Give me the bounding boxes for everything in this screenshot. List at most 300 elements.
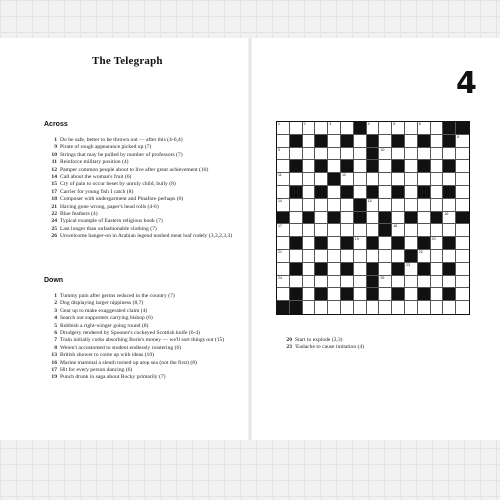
grid-cell[interactable]	[367, 224, 380, 237]
grid-block	[315, 288, 328, 301]
grid-cell[interactable]	[456, 186, 469, 199]
cell-number: 9	[278, 147, 280, 152]
clue-text: Punch drunk in saga about Rocky primarily (7)	[60, 374, 166, 381]
grid-cell[interactable]	[328, 276, 341, 289]
grid-block	[354, 199, 367, 212]
grid-block	[367, 237, 380, 250]
across-clue-17	[44, 189, 244, 196]
grid-block	[315, 237, 328, 250]
across-clue-14	[44, 174, 244, 181]
grid-block	[418, 288, 431, 301]
grid-cell[interactable]	[277, 276, 290, 289]
grid-cell[interactable]	[277, 288, 290, 301]
grid-cell[interactable]	[392, 173, 405, 186]
grid-cell[interactable]	[277, 122, 290, 135]
grid-cell[interactable]	[456, 148, 469, 161]
grid-cell[interactable]	[456, 135, 469, 148]
grid-cell[interactable]	[456, 263, 469, 276]
clue-text: Having gone wrong, paper's head rolls (4-6)	[60, 203, 159, 210]
grid-cell[interactable]	[277, 186, 290, 199]
cell-number: 15	[367, 198, 372, 203]
grid-block	[341, 288, 354, 301]
grid-block	[315, 135, 328, 148]
grid-cell[interactable]	[418, 199, 431, 212]
grid-cell[interactable]	[418, 276, 431, 289]
clue-text: Composer with undergarment and Pinafore perhaps (6)	[60, 196, 184, 203]
grid-block	[405, 212, 418, 225]
cell-number: 23	[406, 262, 410, 267]
cell-number: 3	[329, 122, 332, 126]
grid-cell[interactable]	[328, 186, 341, 199]
grid-cell[interactable]	[290, 148, 303, 161]
clue-number: 5	[54, 322, 57, 329]
grid-cell[interactable]	[303, 160, 316, 173]
grid-cell[interactable]	[290, 276, 303, 289]
grid-block	[379, 212, 392, 225]
down-clue-6	[44, 330, 244, 337]
grid-block	[341, 135, 354, 148]
grid-cell[interactable]	[328, 263, 341, 276]
grid-cell[interactable]	[277, 199, 290, 212]
grid-cell[interactable]	[341, 173, 354, 186]
grid-cell[interactable]	[354, 173, 367, 186]
grid-cell[interactable]	[341, 301, 354, 314]
grid-cell[interactable]	[405, 224, 418, 237]
grid-block	[431, 212, 444, 225]
grid-cell[interactable]	[303, 173, 316, 186]
grid-cell[interactable]	[418, 250, 431, 263]
clue-number: 10	[51, 151, 57, 158]
grid-block	[405, 250, 418, 263]
clue-number: 2	[54, 300, 57, 307]
grid-cell[interactable]	[379, 148, 392, 161]
cell-number: 18	[393, 224, 398, 229]
grid-cell[interactable]	[431, 263, 444, 276]
grid-cell[interactable]	[328, 224, 341, 237]
clue-number: 8	[54, 344, 57, 351]
grid-cell[interactable]	[431, 160, 444, 173]
grid-cell[interactable]	[405, 276, 418, 289]
clue-text: Dog displaying larger nippiness (8,7)	[60, 300, 144, 307]
cell-number: 21	[278, 250, 282, 254]
clue-number: 21	[51, 203, 57, 210]
grid-cell[interactable]	[379, 250, 392, 263]
grid-cell[interactable]	[405, 288, 418, 301]
grid-block	[418, 263, 431, 276]
grid-cell[interactable]	[354, 148, 367, 161]
grid-cell[interactable]	[290, 250, 303, 263]
cell-number: 10	[380, 147, 385, 152]
cell-number: 14	[278, 198, 282, 203]
grid-cell[interactable]	[431, 276, 444, 289]
grid-cell[interactable]	[405, 186, 418, 199]
grid-cell[interactable]	[405, 160, 418, 173]
crossword-grid[interactable]	[276, 121, 470, 315]
grid-block	[277, 301, 290, 314]
down-clues	[44, 278, 244, 382]
grid-cell[interactable]	[443, 250, 456, 263]
clue-number: 6	[54, 329, 57, 336]
grid-cell[interactable]	[354, 237, 367, 250]
grid-cell[interactable]	[315, 148, 328, 161]
grid-cell[interactable]	[277, 160, 290, 173]
grid-cell[interactable]	[354, 160, 367, 173]
clue-text: Hit for every person dancing (6)	[60, 366, 133, 373]
clue-text: Cry of pain to occur beset by unruly child, bully (8)	[60, 181, 176, 188]
grid-cell[interactable]	[443, 199, 456, 212]
clue-number: 1	[54, 136, 57, 143]
grid-cell[interactable]	[277, 237, 290, 250]
grid-cell[interactable]	[277, 263, 290, 276]
grid-block	[341, 186, 354, 199]
across-clue-26	[44, 233, 244, 240]
grid-cell[interactable]	[328, 135, 341, 148]
across-clue-12	[44, 167, 244, 174]
grid-cell[interactable]	[379, 263, 392, 276]
grid-cell[interactable]	[392, 276, 405, 289]
grid-cell[interactable]	[328, 288, 341, 301]
across-clue-list	[44, 137, 244, 240]
grid-cell[interactable]	[354, 301, 367, 314]
grid-cell[interactable]	[418, 122, 431, 135]
grid-cell[interactable]	[456, 224, 469, 237]
clue-number: 3	[54, 307, 57, 314]
clue-text: Train initially corks absorbing Boris's money — we'll sort things out (15)	[60, 337, 225, 344]
grid-cell[interactable]	[367, 250, 380, 263]
grid-cell[interactable]	[431, 301, 444, 314]
grid-cell[interactable]	[354, 288, 367, 301]
cell-number: 12	[342, 173, 346, 178]
grid-cell[interactable]	[315, 276, 328, 289]
grid-cell[interactable]	[303, 186, 316, 199]
grid-cell[interactable]	[379, 122, 392, 135]
grid-cell[interactable]	[328, 237, 341, 250]
grid-cell[interactable]	[303, 301, 316, 314]
grid-block	[443, 288, 456, 301]
masthead: The Telegraph	[92, 55, 163, 67]
grid-block	[328, 212, 341, 225]
grid-cell[interactable]	[354, 276, 367, 289]
grid-cell[interactable]	[443, 173, 456, 186]
grid-cell[interactable]	[303, 288, 316, 301]
grid-cell[interactable]	[277, 148, 290, 161]
grid-cell[interactable]	[303, 276, 316, 289]
grid-cell[interactable]	[431, 237, 444, 250]
grid-cell[interactable]	[443, 148, 456, 161]
grid-cell[interactable]	[456, 237, 469, 250]
grid-cell[interactable]	[328, 301, 341, 314]
grid-cell[interactable]	[277, 173, 290, 186]
grid-block	[315, 186, 328, 199]
cell-number: 24	[278, 275, 282, 280]
down-clue-2	[44, 300, 244, 307]
down-clues-continued	[279, 337, 479, 352]
clue-number: 25	[51, 225, 57, 232]
clue-text: 'Eadache to cause imitation (4)	[295, 344, 365, 351]
grid-cell[interactable]	[431, 148, 444, 161]
grid-cell[interactable]	[367, 212, 380, 225]
grid-cell[interactable]	[303, 250, 316, 263]
grid-block	[367, 263, 380, 276]
grid-block	[379, 224, 392, 237]
grid-cell[interactable]	[392, 148, 405, 161]
grid-cell[interactable]	[405, 199, 418, 212]
down-clue-7	[44, 337, 244, 344]
grid-cell[interactable]	[418, 212, 431, 225]
grid-cell[interactable]	[379, 276, 392, 289]
down-clue-1	[44, 293, 244, 300]
book-spine	[248, 38, 252, 440]
down-clue-20	[279, 337, 479, 344]
grid-block	[367, 276, 380, 289]
grid-cell[interactable]	[418, 173, 431, 186]
grid-cell[interactable]	[379, 237, 392, 250]
clue-text: Call about the woman's fruit (6)	[60, 173, 132, 180]
clue-number: 7	[54, 337, 57, 344]
grid-cell[interactable]	[277, 250, 290, 263]
grid-cell[interactable]	[328, 122, 341, 135]
grid-cell[interactable]	[405, 173, 418, 186]
grid-cell[interactable]	[443, 212, 456, 225]
grid-block	[443, 237, 456, 250]
grid-block	[277, 212, 290, 225]
cell-number: 20	[431, 237, 436, 242]
grid-cell[interactable]	[392, 212, 405, 225]
down-clue-23	[279, 344, 479, 351]
grid-cell[interactable]	[405, 301, 418, 314]
grid-cell[interactable]	[405, 135, 418, 148]
page-number: 4	[456, 66, 477, 101]
grid-block	[290, 301, 303, 314]
grid-cell[interactable]	[431, 186, 444, 199]
grid-block	[290, 288, 303, 301]
clue-text: Blue feathers (4)	[60, 210, 98, 217]
cell-number: 4	[367, 122, 370, 126]
grid-cell[interactable]	[379, 199, 392, 212]
grid-cell[interactable]	[341, 212, 354, 225]
down-clue-list	[44, 293, 244, 381]
grid-cell[interactable]	[456, 199, 469, 212]
cell-number: 8	[457, 134, 460, 139]
grid-cell[interactable]	[379, 288, 392, 301]
grid-cell[interactable]	[392, 301, 405, 314]
clue-text: Last longer than unfashionable clothing (7)	[60, 225, 157, 232]
grid-cell[interactable]	[315, 199, 328, 212]
grid-cell[interactable]	[418, 148, 431, 161]
grid-block	[303, 212, 316, 225]
grid-cell[interactable]	[277, 224, 290, 237]
grid-block	[392, 160, 405, 173]
across-clue-9	[44, 144, 244, 151]
grid-cell[interactable]	[431, 122, 444, 135]
grid-cell[interactable]	[341, 199, 354, 212]
clue-number: 26	[51, 233, 57, 240]
grid-block	[290, 160, 303, 173]
down-clue-17	[44, 367, 244, 374]
grid-cell[interactable]	[341, 276, 354, 289]
grid-cell[interactable]	[431, 135, 444, 148]
grid-cell[interactable]	[367, 173, 380, 186]
grid-cell[interactable]	[379, 135, 392, 148]
grid-cell[interactable]	[303, 135, 316, 148]
across-clue-18	[44, 196, 244, 203]
grid-cell[interactable]	[456, 160, 469, 173]
grid-cell[interactable]	[315, 301, 328, 314]
grid-cell[interactable]	[431, 250, 444, 263]
down-clue-8	[44, 345, 244, 352]
grid-cell[interactable]	[315, 250, 328, 263]
clue-text: Unwelcome hanger-on in Arabian legend noshed meat loaf rudely (3,3,2,3,3)	[60, 233, 233, 240]
grid-cell[interactable]	[354, 186, 367, 199]
grid-block	[443, 263, 456, 276]
across-clue-22	[44, 211, 244, 218]
grid-cell[interactable]	[290, 173, 303, 186]
grid-cell[interactable]	[456, 276, 469, 289]
clue-number: 12	[51, 166, 57, 173]
grid-cell[interactable]	[431, 173, 444, 186]
cell-number: 19	[354, 237, 359, 242]
grid-cell[interactable]	[341, 250, 354, 263]
grid-cell[interactable]	[328, 148, 341, 161]
down-clue-3	[44, 308, 244, 315]
clue-number: 15	[51, 181, 57, 188]
grid-block	[392, 237, 405, 250]
grid-cell[interactable]	[456, 173, 469, 186]
grid-cell[interactable]	[443, 276, 456, 289]
grid-cell[interactable]	[392, 122, 405, 135]
grid-block	[367, 160, 380, 173]
clue-text: British shower to come up with ideas (10)	[60, 352, 154, 359]
grid-cell[interactable]	[379, 160, 392, 173]
across-clue-25	[44, 226, 244, 233]
grid-cell[interactable]	[379, 301, 392, 314]
grid-cell[interactable]	[456, 301, 469, 314]
cell-number: 1	[278, 122, 280, 126]
grid-cell[interactable]	[392, 224, 405, 237]
clue-number: 20	[286, 337, 292, 343]
grid-cell[interactable]	[290, 122, 303, 135]
grid-cell[interactable]	[315, 212, 328, 225]
grid-cell[interactable]	[367, 122, 380, 135]
grid-cell[interactable]	[379, 186, 392, 199]
grid-cell[interactable]	[379, 173, 392, 186]
grid-cell[interactable]	[303, 237, 316, 250]
clue-text: Strings that may be pulled by number of professors (7)	[60, 151, 183, 158]
grid-cell[interactable]	[443, 224, 456, 237]
grid-block	[418, 160, 431, 173]
grid-block	[392, 288, 405, 301]
grid-cell[interactable]	[277, 135, 290, 148]
grid-cell[interactable]	[367, 301, 380, 314]
clue-text: Start to explode (3,3)	[295, 337, 343, 343]
grid-block	[315, 263, 328, 276]
grid-cell[interactable]	[290, 224, 303, 237]
grid-cell[interactable]	[392, 199, 405, 212]
grid-cell[interactable]	[354, 263, 367, 276]
grid-cell[interactable]	[303, 122, 316, 135]
grid-cell[interactable]	[328, 160, 341, 173]
grid-block	[341, 237, 354, 250]
grid-cell[interactable]	[431, 199, 444, 212]
clue-number: 4	[54, 315, 57, 322]
grid-cell[interactable]	[315, 173, 328, 186]
grid-block	[290, 135, 303, 148]
clue-number: 14	[51, 173, 57, 180]
grid-block	[367, 135, 380, 148]
clue-number: 23	[286, 344, 292, 351]
grid-cell[interactable]	[354, 250, 367, 263]
clue-number: 13	[51, 352, 57, 359]
grid-cell[interactable]	[431, 224, 444, 237]
grid-block	[315, 160, 328, 173]
clue-text: Pirate of rough appearance picked up (7)	[60, 144, 152, 151]
clue-number: 17	[51, 188, 57, 195]
grid-cell[interactable]	[315, 224, 328, 237]
clue-text: Pamper common people about to live after great achievement (10)	[60, 166, 209, 173]
grid-cell[interactable]	[303, 148, 316, 161]
across-clue-15	[44, 181, 244, 188]
grid-cell[interactable]	[405, 148, 418, 161]
grid-cell[interactable]	[290, 212, 303, 225]
grid-cell[interactable]	[328, 199, 341, 212]
clue-text: Carrier for young fish I catch (8)	[60, 188, 134, 195]
grid-cell[interactable]	[315, 122, 328, 135]
grid-cell[interactable]	[443, 301, 456, 314]
grid-block	[443, 122, 456, 135]
clue-number: 22	[51, 210, 57, 217]
grid-cell[interactable]	[418, 301, 431, 314]
grid-cell[interactable]	[341, 148, 354, 161]
across-clue-21	[44, 204, 244, 211]
grid-block	[290, 263, 303, 276]
clue-text: Typical example of Eastern religious book (7)	[60, 218, 163, 225]
clue-text: Do be safe, better to be thrown out — after this (4-6,4)	[60, 136, 183, 143]
grid-cell[interactable]	[405, 263, 418, 276]
grid-block	[418, 237, 431, 250]
grid-cell[interactable]	[341, 122, 354, 135]
grid-block	[290, 237, 303, 250]
grid-block	[418, 186, 431, 199]
grid-cell[interactable]	[418, 224, 431, 237]
clue-text: Search out supporters carrying bishop (6)	[60, 315, 153, 322]
grid-cell[interactable]	[303, 199, 316, 212]
across-clues	[44, 122, 244, 241]
grid-block	[418, 135, 431, 148]
grid-block	[443, 160, 456, 173]
grid-cell[interactable]	[341, 224, 354, 237]
grid-block	[392, 263, 405, 276]
grid-cell[interactable]	[290, 199, 303, 212]
grid-cell[interactable]	[303, 263, 316, 276]
grid-block	[290, 186, 303, 199]
grid-cell[interactable]	[456, 250, 469, 263]
down-heading: Down	[44, 277, 64, 284]
grid-cell[interactable]	[354, 224, 367, 237]
grid-cell[interactable]	[405, 122, 418, 135]
grid-cell[interactable]	[392, 250, 405, 263]
grid-cell[interactable]	[354, 135, 367, 148]
grid-cell[interactable]	[328, 250, 341, 263]
down-clue-16	[44, 360, 244, 367]
grid-cell[interactable]	[367, 199, 380, 212]
grid-cell[interactable]	[303, 224, 316, 237]
grid-cell[interactable]	[431, 288, 444, 301]
clue-number: 19	[51, 374, 57, 381]
grid-block	[328, 173, 341, 186]
grid-cell[interactable]	[405, 237, 418, 250]
cell-number: 25	[380, 275, 385, 280]
grid-cell[interactable]	[456, 288, 469, 301]
